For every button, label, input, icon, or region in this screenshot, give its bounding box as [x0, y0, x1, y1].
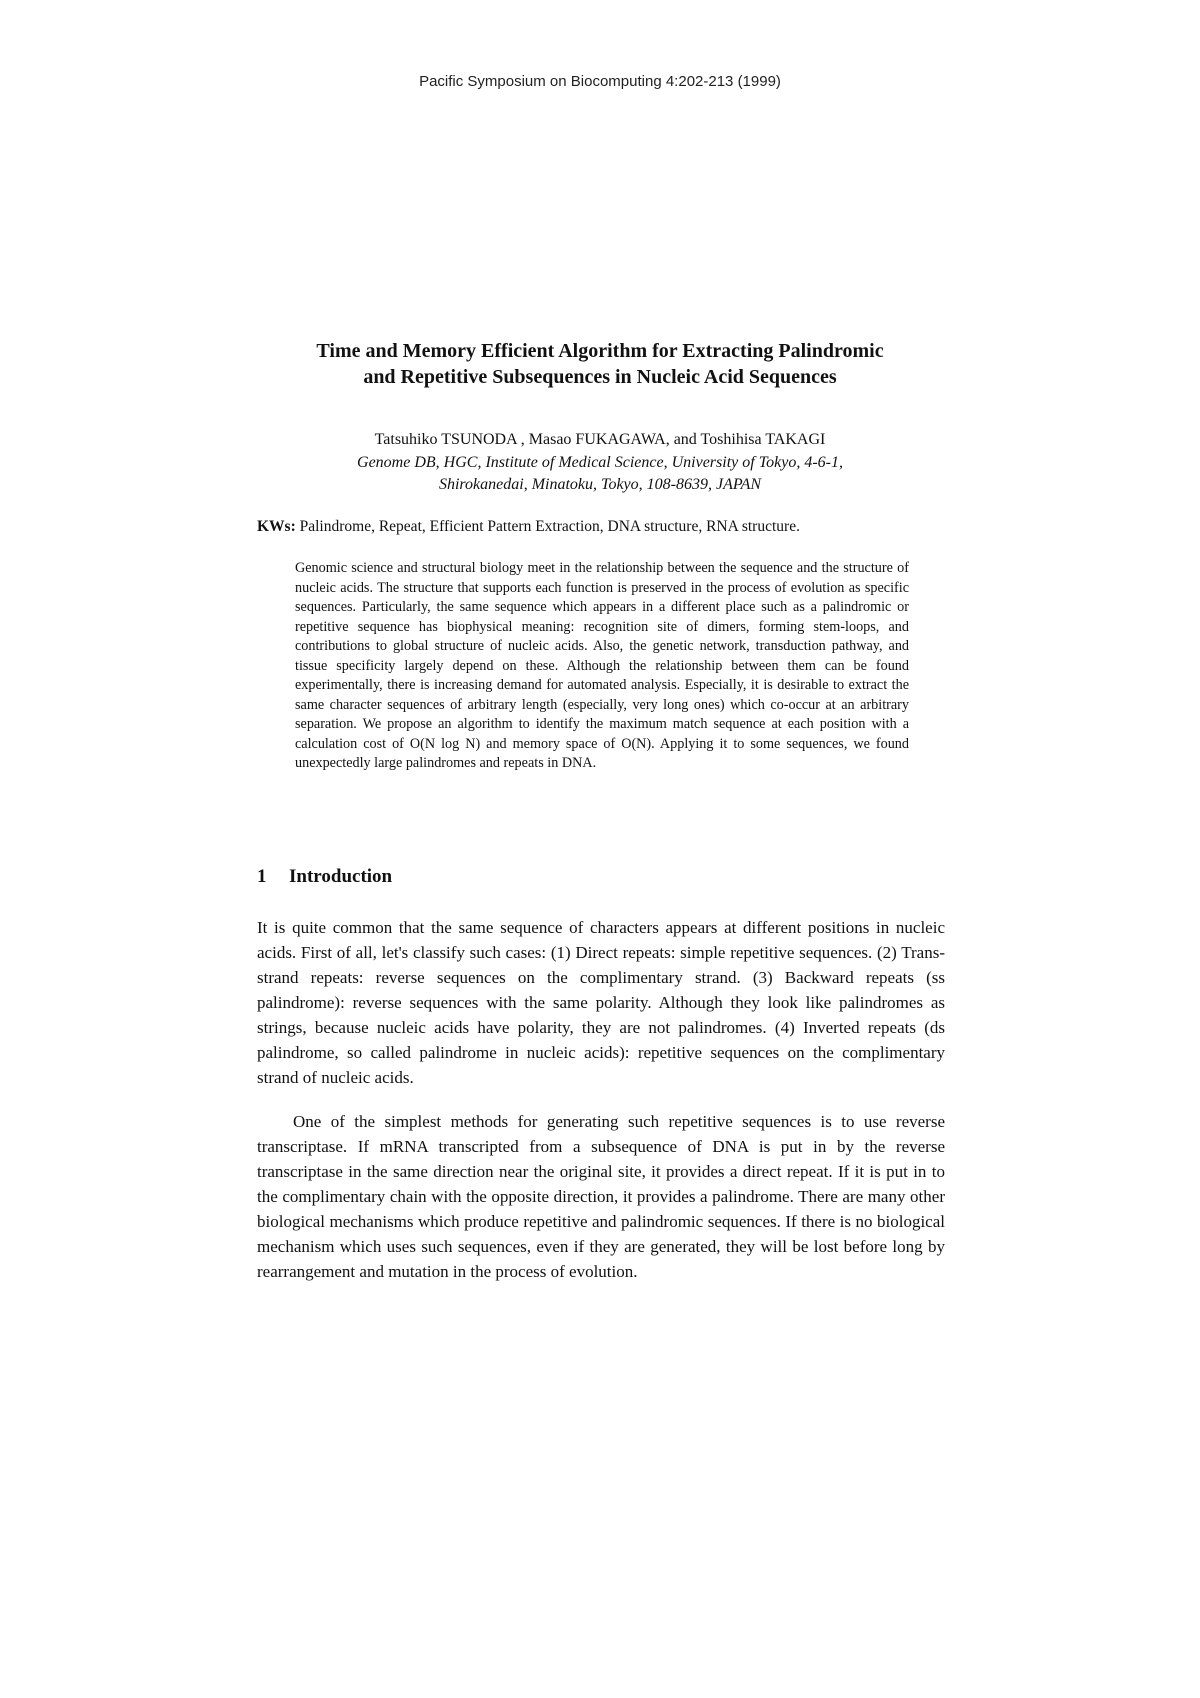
- keywords-label: KWs:: [257, 518, 296, 535]
- section-number: 1: [257, 866, 267, 887]
- affiliation-line-1: Genome DB, HGC, Institute of Medical Science, University of Tokyo, 4-6-1,: [357, 454, 843, 471]
- section-heading: [257, 865, 947, 889]
- section-title: Introduction: [289, 866, 393, 887]
- affiliation: [200, 452, 1000, 496]
- title-line-2: and Repetitive Subsequences in Nucleic Acid Sequences: [363, 366, 837, 388]
- keywords: [257, 516, 947, 538]
- body-paragraph-1: It is quite common that the same sequence of characters appears at different positions in nucleic acids. First of all, let's classify such cases: (1) Direct repeats: simple repetitive sequences. (2) Trans-strand repeats: reverse sequences on the complimentary strand. (3) Backward repeats (ss palindrome): reverse sequences with the same polarity. Although they look like palindromes as strings, because nucleic acids have polarity, they are not palindromes. (4) Inverted repeats (ds palindrome, so called palindrome in nucleic acids): repetitive sequences on the complimentary strand of nucleic acids.: [257, 918, 945, 1087]
- authors: Tatsuhiko TSUNODA , Masao FUKAGAWA, and Toshihisa TAKAGI: [374, 431, 826, 448]
- affiliation-line-2: Shirokanedai, Minatoku, Tokyo, 108-8639, JAPAN: [438, 476, 762, 493]
- body-paragraph-2: One of the simplest methods for generating such repetitive sequences is to use reverse transcriptase. If mRNA transcripted from a subsequence of DNA is put in by the reverse transcriptase in the same direction near the original site, it provides a direct repeat. If it is put in to the complimentary chain with the opposite direction, it provides a palindrome. There are many other biological mechanisms which produce repetitive and palindromic sequences. If there is no biological mechanism which uses such sequences, even if they are generated, they will be lost before long by rearrangement and mutation in the process of evolution.: [257, 1112, 945, 1281]
- running-head: Pacific Symposium on Biocomputing 4:202-213 (1999): [419, 73, 781, 90]
- title-line-1: Time and Memory Efficient Algorithm for Extracting Palindromic: [316, 340, 884, 362]
- keywords-text: Palindrome, Repeat, Efficient Pattern Extraction, DNA structure, RNA structure.: [295, 518, 800, 535]
- paper-title: [200, 338, 1000, 390]
- abstract: Genomic science and structural biology meet in the relationship between the sequence and the structure of nucleic acids. The structure that supports each function is preserved in the process of evolution as specific sequences. Particularly, the same sequence which appears in a different place such as a palindromic or repetitive sequence has biophysical meaning: recognition site of dimers, forming stem-loops, and contributions to global structure of nucleic acids. Also, the genetic network, transduction pathway, and tissue specificity largely depend on these. Although the relationship between them can be found experimentally, there is increasing demand for automated analysis. Especially, it is desirable to extract the same character sequences of arbitrary length (especially, very long ones) which co-occur at an arbitrary separation. We propose an algorithm to identify the maximum match sequence at each position with a calculation cost of O(N log N) and memory space of O(N). Applying it to some sequences, we found unexpectedly large palindromes and repeats in DNA.: [295, 560, 909, 771]
